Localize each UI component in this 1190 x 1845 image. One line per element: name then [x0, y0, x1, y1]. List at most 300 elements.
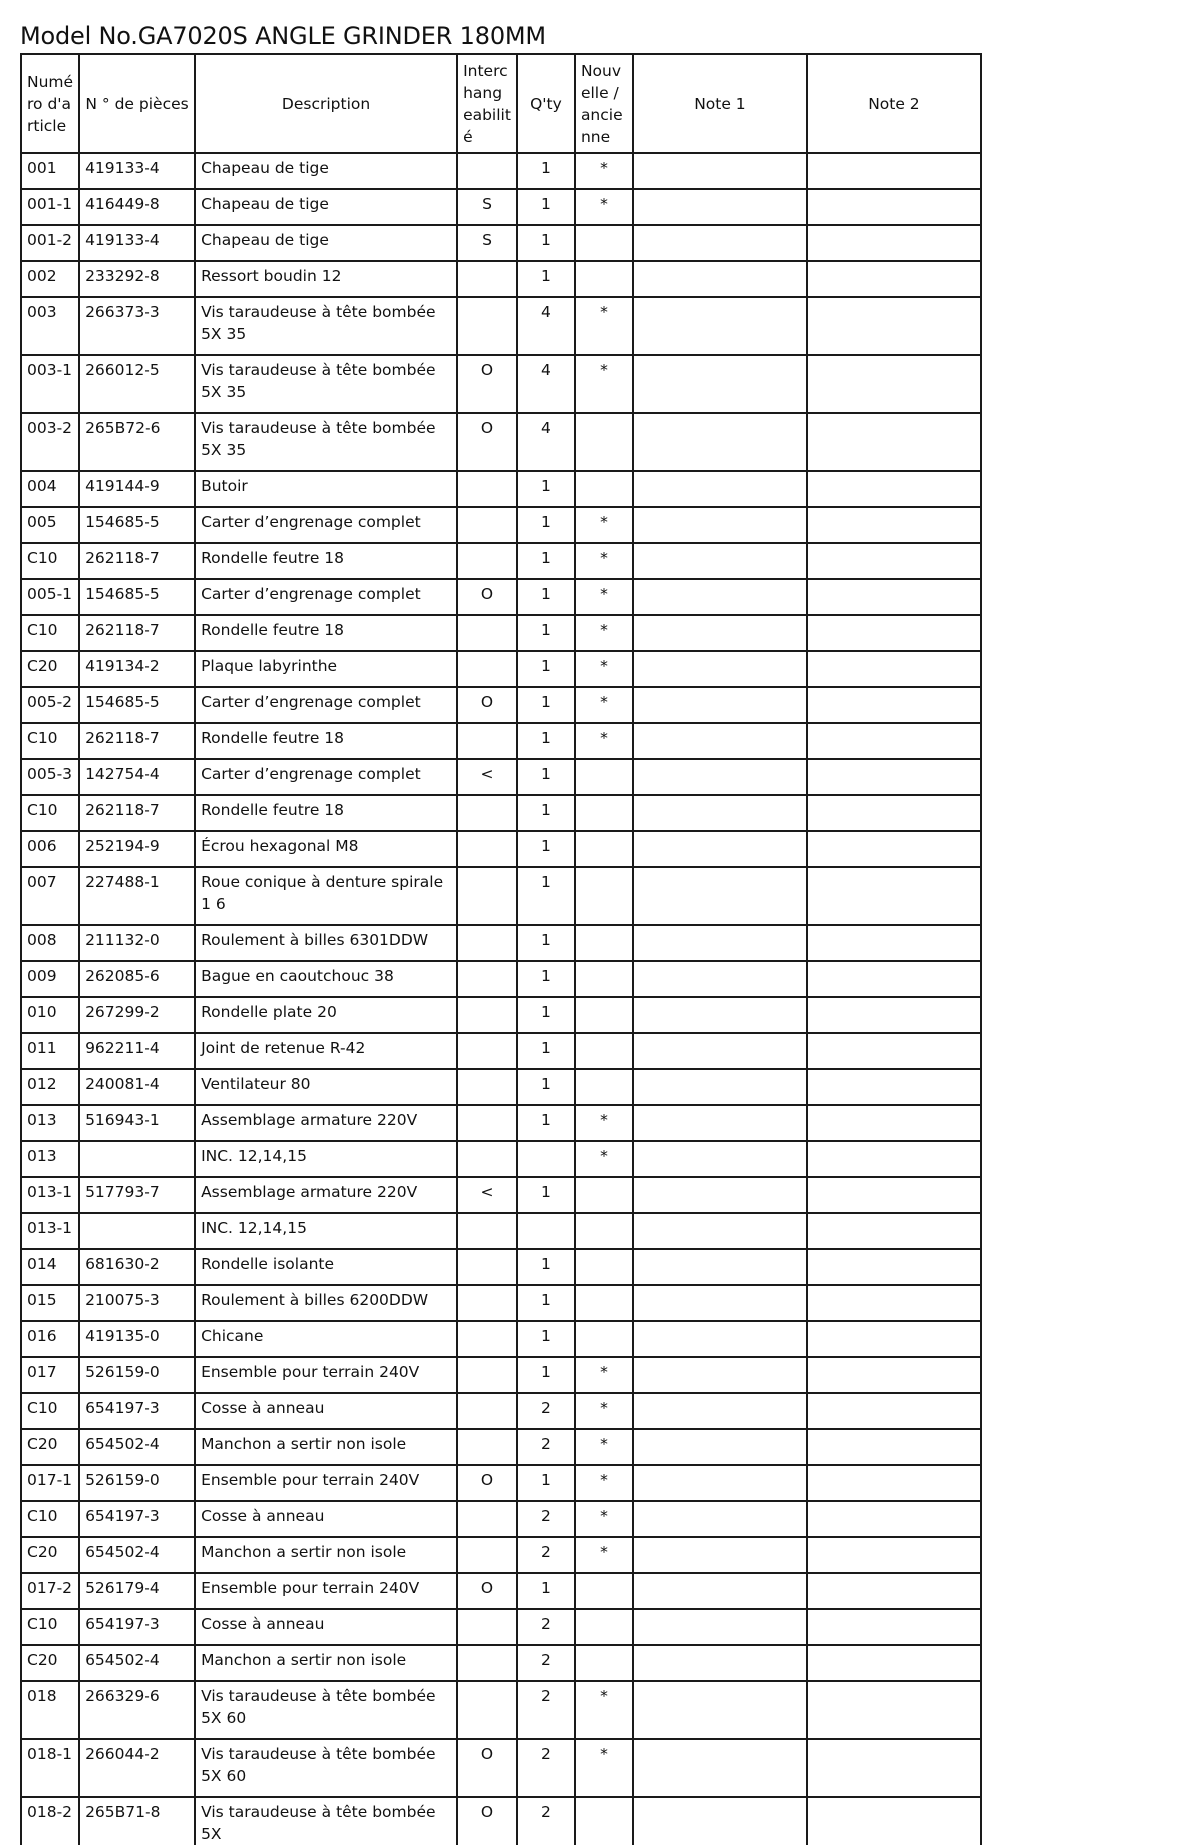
cell-item-number: 005-2 — [21, 687, 79, 723]
table-row — [21, 1285, 981, 1321]
cell-note-2 — [807, 1609, 981, 1645]
cell-new-old — [575, 1069, 633, 1105]
cell-description: Assemblage armature 220V — [195, 1177, 457, 1213]
cell-description: Plaque labyrinthe — [195, 651, 457, 687]
cell-description: Manchon a sertir non isole — [195, 1537, 457, 1573]
cell-part-number: 526159-0 — [79, 1357, 195, 1393]
cell-part-number: 962211-4 — [79, 1033, 195, 1069]
cell-part-number: 154685-5 — [79, 687, 195, 723]
cell-part-number: 526179-4 — [79, 1573, 195, 1609]
cell-new-old: * — [575, 1537, 633, 1573]
cell-note-1 — [633, 1465, 807, 1501]
cell-new-old — [575, 961, 633, 997]
cell-note-2 — [807, 961, 981, 997]
cell-item-number: 014 — [21, 1249, 79, 1285]
table-row — [21, 1645, 981, 1681]
cell-description: Vis taraudeuse à tête bombée 5X 60 — [195, 1739, 457, 1797]
cell-part-number: 419133-4 — [79, 225, 195, 261]
cell-new-old — [575, 1213, 633, 1249]
cell-interchangeability: O — [457, 1797, 517, 1845]
cell-note-1 — [633, 961, 807, 997]
cell-note-2 — [807, 687, 981, 723]
cell-description: Carter d’engrenage complet — [195, 687, 457, 723]
table-row — [21, 471, 981, 507]
cell-new-old — [575, 1321, 633, 1357]
cell-note-1 — [633, 413, 807, 471]
cell-quantity — [517, 1141, 575, 1177]
cell-item-number: 005-3 — [21, 759, 79, 795]
cell-new-old: * — [575, 1357, 633, 1393]
cell-description: Assemblage armature 220V — [195, 1105, 457, 1141]
cell-item-number: 005 — [21, 507, 79, 543]
cell-description: Écrou hexagonal M8 — [195, 831, 457, 867]
cell-quantity: 1 — [517, 1105, 575, 1141]
table-row — [21, 1249, 981, 1285]
cell-part-number: 517793-7 — [79, 1177, 195, 1213]
cell-note-2 — [807, 1465, 981, 1501]
cell-quantity: 2 — [517, 1797, 575, 1845]
cell-interchangeability: O — [457, 1465, 517, 1501]
cell-item-number: 009 — [21, 961, 79, 997]
header-new-old: Nouv elle / ancie nne — [575, 54, 633, 153]
cell-note-1 — [633, 297, 807, 355]
table-row — [21, 1105, 981, 1141]
cell-new-old: * — [575, 687, 633, 723]
cell-quantity: 1 — [517, 1573, 575, 1609]
table-row — [21, 1465, 981, 1501]
cell-description: Ensemble pour terrain 240V — [195, 1465, 457, 1501]
cell-item-number: 018-1 — [21, 1739, 79, 1797]
cell-note-1 — [633, 1501, 807, 1537]
cell-note-1 — [633, 1645, 807, 1681]
cell-description: Butoir — [195, 471, 457, 507]
cell-quantity: 2 — [517, 1537, 575, 1573]
cell-new-old: * — [575, 723, 633, 759]
cell-new-old: * — [575, 1681, 633, 1739]
cell-quantity: 2 — [517, 1739, 575, 1797]
cell-item-number: 018 — [21, 1681, 79, 1739]
cell-item-number: 001-1 — [21, 189, 79, 225]
cell-description: Rondelle feutre 18 — [195, 543, 457, 579]
cell-new-old: * — [575, 1501, 633, 1537]
cell-interchangeability — [457, 1357, 517, 1393]
cell-item-number: 006 — [21, 831, 79, 867]
cell-note-2 — [807, 1645, 981, 1681]
cell-item-number: 018-2 — [21, 1797, 79, 1845]
cell-part-number: 419144-9 — [79, 471, 195, 507]
header-note-2: Note 2 — [807, 54, 981, 153]
cell-note-1 — [633, 1797, 807, 1845]
cell-new-old: * — [575, 1393, 633, 1429]
cell-item-number: 012 — [21, 1069, 79, 1105]
cell-item-number: 001-2 — [21, 225, 79, 261]
table-row — [21, 997, 981, 1033]
cell-part-number: 654197-3 — [79, 1501, 195, 1537]
cell-interchangeability — [457, 471, 517, 507]
table-row — [21, 1797, 981, 1845]
cell-quantity: 1 — [517, 579, 575, 615]
table-row — [21, 1357, 981, 1393]
cell-item-number: 013 — [21, 1105, 79, 1141]
cell-quantity: 1 — [517, 507, 575, 543]
cell-part-number: 142754-4 — [79, 759, 195, 795]
cell-interchangeability — [457, 1645, 517, 1681]
cell-note-2 — [807, 507, 981, 543]
cell-new-old: * — [575, 1465, 633, 1501]
table-row — [21, 795, 981, 831]
table-row — [21, 1739, 981, 1797]
cell-note-2 — [807, 543, 981, 579]
cell-interchangeability — [457, 1609, 517, 1645]
cell-new-old — [575, 471, 633, 507]
cell-description: Joint de retenue R-42 — [195, 1033, 457, 1069]
cell-description: Vis taraudeuse à tête bombée 5X — [195, 1797, 457, 1845]
cell-interchangeability: S — [457, 225, 517, 261]
cell-note-1 — [633, 355, 807, 413]
cell-note-1 — [633, 1141, 807, 1177]
cell-new-old — [575, 867, 633, 925]
cell-quantity: 2 — [517, 1609, 575, 1645]
cell-part-number: 210075-3 — [79, 1285, 195, 1321]
cell-new-old: * — [575, 153, 633, 189]
cell-note-1 — [633, 1177, 807, 1213]
table-row — [21, 355, 981, 413]
table-row — [21, 1033, 981, 1069]
cell-item-number: C10 — [21, 543, 79, 579]
cell-quantity: 1 — [517, 1465, 575, 1501]
cell-note-2 — [807, 615, 981, 651]
cell-interchangeability — [457, 543, 517, 579]
cell-interchangeability — [457, 1429, 517, 1465]
cell-note-1 — [633, 1681, 807, 1739]
cell-part-number: 262085-6 — [79, 961, 195, 997]
table-row — [21, 507, 981, 543]
cell-interchangeability — [457, 261, 517, 297]
cell-note-2 — [807, 1681, 981, 1739]
cell-note-2 — [807, 471, 981, 507]
cell-new-old — [575, 225, 633, 261]
cell-part-number: 252194-9 — [79, 831, 195, 867]
cell-item-number: C10 — [21, 1501, 79, 1537]
cell-quantity: 1 — [517, 1321, 575, 1357]
cell-note-2 — [807, 1357, 981, 1393]
cell-item-number: 008 — [21, 925, 79, 961]
cell-description: Rondelle plate 20 — [195, 997, 457, 1033]
cell-interchangeability — [457, 297, 517, 355]
header-description: Description — [195, 54, 457, 153]
header-interchangeability: Interc hang eabilit é — [457, 54, 517, 153]
cell-part-number: 419135-0 — [79, 1321, 195, 1357]
cell-quantity: 1 — [517, 795, 575, 831]
table-row — [21, 1177, 981, 1213]
cell-item-number: 013 — [21, 1141, 79, 1177]
cell-interchangeability: O — [457, 579, 517, 615]
cell-description: Rondelle feutre 18 — [195, 723, 457, 759]
cell-new-old — [575, 997, 633, 1033]
cell-part-number: 265B71-8 — [79, 1797, 195, 1845]
cell-note-1 — [633, 1537, 807, 1573]
cell-new-old — [575, 1033, 633, 1069]
cell-note-2 — [807, 723, 981, 759]
cell-description: Ventilateur 80 — [195, 1069, 457, 1105]
cell-note-1 — [633, 1321, 807, 1357]
cell-quantity: 1 — [517, 615, 575, 651]
cell-interchangeability: O — [457, 1573, 517, 1609]
cell-note-1 — [633, 189, 807, 225]
table-row — [21, 1393, 981, 1429]
table-row — [21, 867, 981, 925]
cell-note-2 — [807, 1249, 981, 1285]
table-row — [21, 153, 981, 189]
cell-part-number: 233292-8 — [79, 261, 195, 297]
cell-part-number: 262118-7 — [79, 795, 195, 831]
cell-quantity: 4 — [517, 413, 575, 471]
cell-new-old — [575, 1249, 633, 1285]
cell-new-old — [575, 1573, 633, 1609]
table-row — [21, 1429, 981, 1465]
cell-description: Rondelle feutre 18 — [195, 615, 457, 651]
cell-item-number: C10 — [21, 1393, 79, 1429]
cell-note-1 — [633, 1285, 807, 1321]
table-row — [21, 1573, 981, 1609]
table-row — [21, 723, 981, 759]
cell-part-number: 266373-3 — [79, 297, 195, 355]
cell-quantity: 1 — [517, 651, 575, 687]
cell-interchangeability — [457, 153, 517, 189]
cell-note-1 — [633, 687, 807, 723]
cell-new-old: * — [575, 1429, 633, 1465]
cell-note-1 — [633, 579, 807, 615]
cell-item-number: 002 — [21, 261, 79, 297]
cell-description: Ensemble pour terrain 240V — [195, 1357, 457, 1393]
cell-new-old: * — [575, 355, 633, 413]
cell-interchangeability: O — [457, 355, 517, 413]
cell-quantity: 1 — [517, 189, 575, 225]
cell-new-old — [575, 795, 633, 831]
cell-quantity: 1 — [517, 543, 575, 579]
cell-note-2 — [807, 1393, 981, 1429]
cell-interchangeability — [457, 1681, 517, 1739]
cell-note-2 — [807, 1739, 981, 1797]
cell-quantity: 2 — [517, 1393, 575, 1429]
cell-note-1 — [633, 997, 807, 1033]
cell-new-old: * — [575, 189, 633, 225]
cell-part-number: 516943-1 — [79, 1105, 195, 1141]
cell-interchangeability — [457, 615, 517, 651]
cell-note-2 — [807, 651, 981, 687]
cell-note-2 — [807, 579, 981, 615]
cell-quantity — [517, 1213, 575, 1249]
cell-note-1 — [633, 1249, 807, 1285]
table-row — [21, 543, 981, 579]
cell-note-2 — [807, 1285, 981, 1321]
cell-quantity: 1 — [517, 997, 575, 1033]
cell-description: Rondelle feutre 18 — [195, 795, 457, 831]
cell-item-number: 015 — [21, 1285, 79, 1321]
cell-interchangeability — [457, 1033, 517, 1069]
cell-part-number: 654502-4 — [79, 1429, 195, 1465]
cell-note-1 — [633, 1357, 807, 1393]
cell-item-number: C20 — [21, 1429, 79, 1465]
cell-description: Bague en caoutchouc 38 — [195, 961, 457, 997]
cell-item-number: 011 — [21, 1033, 79, 1069]
cell-part-number: 240081-4 — [79, 1069, 195, 1105]
cell-item-number: 017-1 — [21, 1465, 79, 1501]
cell-interchangeability — [457, 1105, 517, 1141]
cell-note-1 — [633, 225, 807, 261]
cell-note-1 — [633, 651, 807, 687]
table-row — [21, 1501, 981, 1537]
cell-quantity: 1 — [517, 471, 575, 507]
cell-new-old — [575, 831, 633, 867]
cell-interchangeability — [457, 997, 517, 1033]
cell-description: Manchon a sertir non isole — [195, 1645, 457, 1681]
cell-interchangeability: O — [457, 413, 517, 471]
cell-quantity: 1 — [517, 831, 575, 867]
cell-item-number: 001 — [21, 153, 79, 189]
cell-interchangeability — [457, 1069, 517, 1105]
cell-new-old: * — [575, 507, 633, 543]
cell-part-number: 227488-1 — [79, 867, 195, 925]
cell-interchangeability — [457, 1501, 517, 1537]
cell-note-1 — [633, 867, 807, 925]
cell-part-number: 654502-4 — [79, 1645, 195, 1681]
cell-description: Carter d’engrenage complet — [195, 507, 457, 543]
table-row — [21, 1321, 981, 1357]
cell-part-number: 266044-2 — [79, 1739, 195, 1797]
header-note-1: Note 1 — [633, 54, 807, 153]
cell-note-1 — [633, 1213, 807, 1249]
cell-item-number: C10 — [21, 1609, 79, 1645]
cell-part-number: 154685-5 — [79, 507, 195, 543]
cell-item-number: 016 — [21, 1321, 79, 1357]
cell-note-2 — [807, 1213, 981, 1249]
cell-description: Chapeau de tige — [195, 153, 457, 189]
cell-note-2 — [807, 1105, 981, 1141]
cell-item-number: 013-1 — [21, 1213, 79, 1249]
cell-part-number: 266012-5 — [79, 355, 195, 413]
cell-item-number: 003 — [21, 297, 79, 355]
cell-item-number: C10 — [21, 615, 79, 651]
header-quantity: Q'ty — [517, 54, 575, 153]
cell-description: Carter d’engrenage complet — [195, 579, 457, 615]
cell-note-2 — [807, 189, 981, 225]
cell-note-1 — [633, 759, 807, 795]
cell-interchangeability — [457, 507, 517, 543]
cell-part-number: 654502-4 — [79, 1537, 195, 1573]
cell-new-old — [575, 1285, 633, 1321]
cell-part-number: 154685-5 — [79, 579, 195, 615]
cell-new-old: * — [575, 651, 633, 687]
table-row — [21, 413, 981, 471]
header-part-number: N ° de pièces — [79, 54, 195, 153]
cell-interchangeability — [457, 1285, 517, 1321]
table-row — [21, 1609, 981, 1645]
cell-interchangeability — [457, 1249, 517, 1285]
table-row — [21, 579, 981, 615]
cell-interchangeability — [457, 925, 517, 961]
cell-note-1 — [633, 1033, 807, 1069]
cell-note-1 — [633, 1573, 807, 1609]
cell-note-2 — [807, 1321, 981, 1357]
cell-note-2 — [807, 1573, 981, 1609]
cell-new-old: * — [575, 543, 633, 579]
cell-new-old — [575, 925, 633, 961]
cell-note-1 — [633, 831, 807, 867]
cell-new-old: * — [575, 579, 633, 615]
cell-note-2 — [807, 795, 981, 831]
cell-description: Vis taraudeuse à tête bombée 5X 35 — [195, 413, 457, 471]
cell-new-old — [575, 1797, 633, 1845]
cell-note-1 — [633, 153, 807, 189]
cell-quantity: 1 — [517, 867, 575, 925]
table-row — [21, 297, 981, 355]
table-row — [21, 961, 981, 997]
cell-note-2 — [807, 225, 981, 261]
cell-part-number: 654197-3 — [79, 1609, 195, 1645]
table-row — [21, 261, 981, 297]
cell-new-old — [575, 1177, 633, 1213]
cell-description: Vis taraudeuse à tête bombée 5X 35 — [195, 355, 457, 413]
cell-description: INC. 12,14,15 — [195, 1213, 457, 1249]
table-row — [21, 925, 981, 961]
cell-quantity: 4 — [517, 355, 575, 413]
cell-description: Chapeau de tige — [195, 189, 457, 225]
cell-note-2 — [807, 355, 981, 413]
table-row — [21, 651, 981, 687]
cell-note-2 — [807, 925, 981, 961]
cell-note-2 — [807, 1141, 981, 1177]
cell-note-2 — [807, 1429, 981, 1465]
cell-quantity: 1 — [517, 1249, 575, 1285]
table-row — [21, 225, 981, 261]
cell-item-number: 003-2 — [21, 413, 79, 471]
cell-description: Chicane — [195, 1321, 457, 1357]
cell-new-old — [575, 413, 633, 471]
cell-quantity: 1 — [517, 261, 575, 297]
cell-note-2 — [807, 413, 981, 471]
cell-note-2 — [807, 1069, 981, 1105]
cell-note-2 — [807, 997, 981, 1033]
cell-note-1 — [633, 471, 807, 507]
cell-quantity: 2 — [517, 1429, 575, 1465]
cell-note-1 — [633, 723, 807, 759]
cell-description: Vis taraudeuse à tête bombée 5X 35 — [195, 297, 457, 355]
cell-item-number: 017-2 — [21, 1573, 79, 1609]
cell-note-2 — [807, 759, 981, 795]
cell-item-number: 013-1 — [21, 1177, 79, 1213]
parts-table — [20, 53, 982, 1845]
cell-note-2 — [807, 1033, 981, 1069]
cell-quantity: 1 — [517, 153, 575, 189]
cell-part-number: 262118-7 — [79, 615, 195, 651]
cell-part-number: 266329-6 — [79, 1681, 195, 1739]
cell-interchangeability: O — [457, 1739, 517, 1797]
cell-quantity: 2 — [517, 1645, 575, 1681]
cell-description: Manchon a sertir non isole — [195, 1429, 457, 1465]
table-row — [21, 1537, 981, 1573]
cell-part-number: 654197-3 — [79, 1393, 195, 1429]
cell-item-number: C20 — [21, 651, 79, 687]
cell-note-1 — [633, 1393, 807, 1429]
cell-note-2 — [807, 297, 981, 355]
cell-item-number: 005-1 — [21, 579, 79, 615]
cell-item-number: C20 — [21, 1537, 79, 1573]
cell-quantity: 4 — [517, 297, 575, 355]
cell-part-number: 681630-2 — [79, 1249, 195, 1285]
cell-quantity: 1 — [517, 723, 575, 759]
cell-description: INC. 12,14,15 — [195, 1141, 457, 1177]
